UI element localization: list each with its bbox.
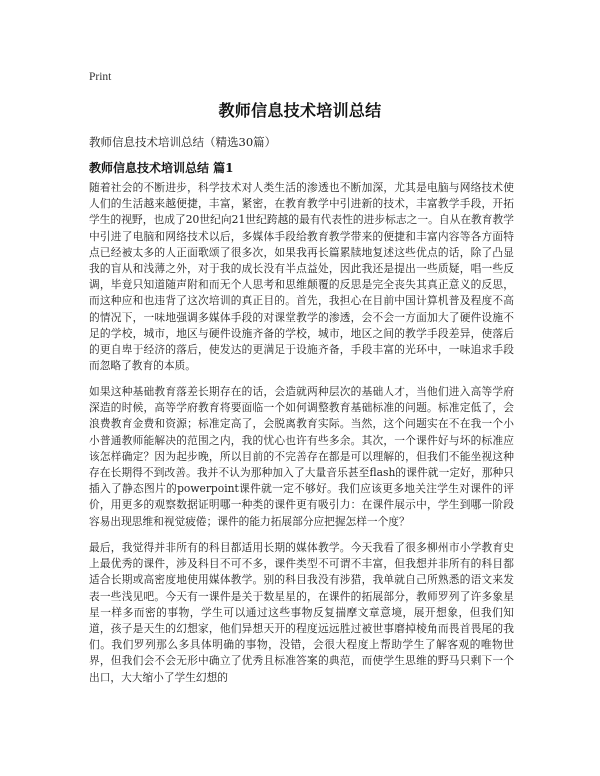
print-link[interactable]: Print bbox=[89, 71, 112, 83]
paragraph-3: 最后，我觉得并非所有的科目都适用长期的媒体教学。今天我看了很多柳州市小学教育史上最优秀的课件，涉及科目不可不多，课件类型不可谓不丰富，但我想并非所有的科目都适合长期或高密度地使用媒体教学。别的科目我没有涉猎，我单就自己所熟悉的语文来发表一些浅见吧。今天有一课件是关于数星星的，在课件的拓展部分，教师罗列了许多象星星一样多而密的事物，学生可以通过这些事物反复揣摩文章意境，展开想象，但我们知道，孩子是天生的幻想家，他们异想天开的程度远远胜过被世事磨掉棱角而畏首畏尾的我们。我们罗列那么多具体明确的事物，没错，会很大程度上帮助学生了解客观的唯物世界，但我们会不会无形中确立了优秀且标准答案的典范，而使学生思维的野马只剩下一个出口，大大缩小了学生幻想的 bbox=[89, 541, 514, 684]
section-heading: 教师信息技术培训总结 篇1 bbox=[89, 161, 234, 175]
paragraph-2: 如果这种基础教育落差长期存在的话，会造就两种层次的基础人才，当他们进入高等学府深造的时候，高等学府教育将要面临一个如何调整教育基础标准的问题。标准定低了，会浪费教育金费和资源；标准定高了，会脱离教育实际。当然，这个问题实在不在我一个小小普通教师能解决的范围之内，我的忧心也许有些多余。其次，一个课件好与坏的标准应该怎样确定？因为起步晚，所以目前的不完善存在都是可以理解的，但我们不能坐视这种存在长期得不到改善。我并不认为那种加入了大量音乐甚至flash的课件就一定好，那种只插入了静态图片的powerpoint课件就一定不够好。我们应该更多地关注学生对课件的评价，用更多的观察数据证明哪一种类的课件更有吸引力：在课件展示中，学生到哪一阶段容易出现思维和视觉疲倦；课件的能力拓展部分应把握怎样一个度？ bbox=[89, 385, 514, 528]
document-subtitle: 教师信息技术培训总结（精选30篇） bbox=[89, 135, 277, 149]
page-title: 教师信息技术培训总结 bbox=[218, 101, 382, 120]
paragraph-1: 随着社会的不断进步，科学技术对人类生活的渗透也不断加深，尤其是电脑与网络技术使人们的生活越来越便捷，丰富，紧密，在教育教学中引进新的技术，丰富教学手段，开拓学生的视野，也成了20世纪向21世纪跨越的最有代表性的进步标志之一。自从在教育教学中引进了电脑和网络技术以后，多媒体手段给教育教学带来的便捷和丰富内容等各方面特点已经被太多的人正面歌颂了很多次，如果我再长篇累牍地复述这些优点的话，除了凸显我的盲从和浅薄之外，对于我的成长没有半点益处，因此我还是提出一些质疑，唱一些反调，毕竟只知道随声附和而无个人思考和思维颠覆的反思是完全丧失其真正意义的反思，而这种应和也违背了这次培训的真正目的。首先，我担心在目前中国计算机普及程度不高的情况下，一味地强调多媒体手段的对课堂教学的渗透，会不会一方面加大了硬件设施不足的学校，城市，地区与硬件设施齐备的学校，城市，地区之间的教学手段差异，使落后的更自卑于经济的落后，使发达的更满足于设施齐备，手段丰富的光环中，一味追求手段而忽略了教育的本质。 bbox=[89, 181, 514, 373]
